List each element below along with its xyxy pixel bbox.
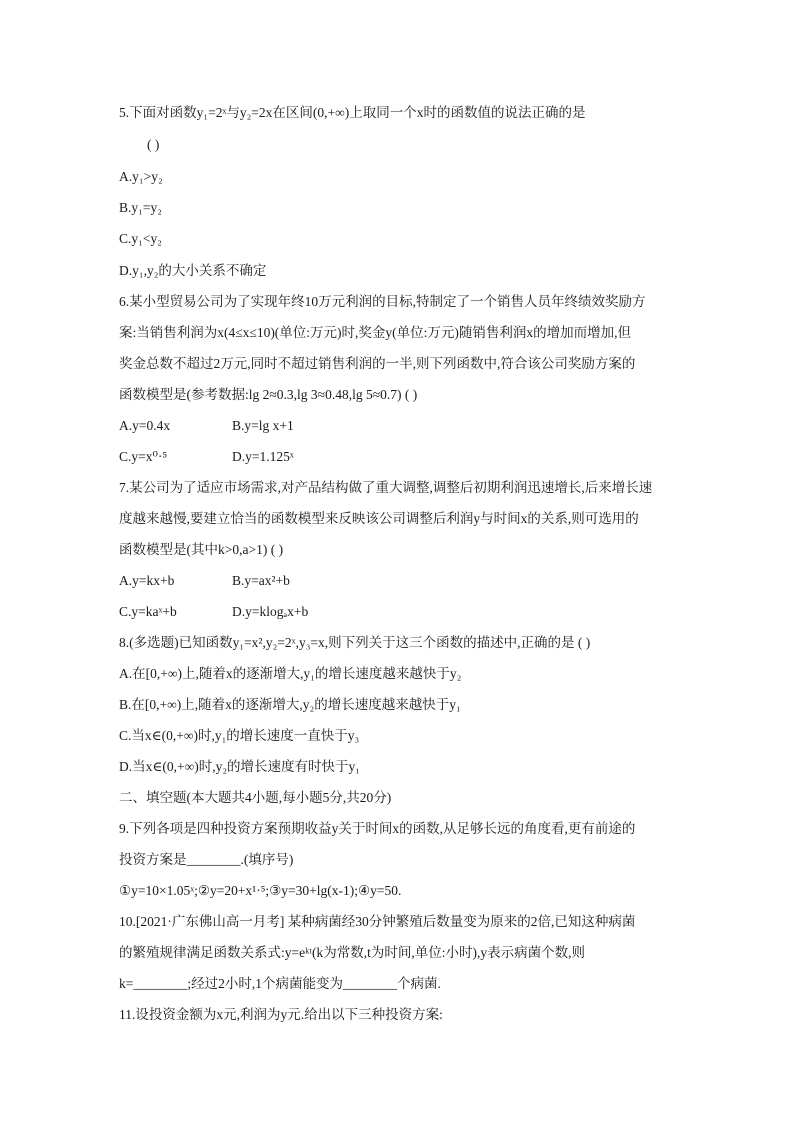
text-line-l04: B.y₁=y₂ — [119, 200, 162, 215]
text-line-l24: 9.下列各项是四种投资方案预期收益y关于时间x的函数,从足够长远的角度看,更有前途的 — [119, 821, 636, 836]
text-line-l14: 度越来越慢,要建立恰当的函数模型来反映该公司调整后利润y与时间x的关系,则可选用的 — [119, 511, 639, 526]
text-line-l20: B.在[0,+∞)上,随着x的逐渐增大,y₂的增长速度越来越快于y₁ — [119, 697, 461, 712]
text-line-l01: 5.下面对函数y₁=2ˣ与y₂=2x在区间(0,+∞)上取同一个x时的函数值的说法正确的是 — [119, 105, 586, 120]
text-line-l21: C.当x∈(0,+∞)时,y₁的增长速度一直快于y₃ — [119, 728, 360, 743]
text-line-l18: 8.(多选题)已知函数y₁=x²,y₂=2ˣ,y₃=x,则下列关于这三个函数的描述中,正确的是 ( ) — [119, 635, 591, 650]
text-line-l28: 的繁殖规律满足函数关系式:y=eᵏᵗ(k为常数,t为时间,单位:小时),y表示病菌个数,则 — [119, 945, 585, 960]
option-col2-l16: B.y=ax²+b — [232, 573, 290, 588]
text-line-l17: C.y=kaˣ+b — [119, 604, 177, 619]
text-line-l06: D.y₁,y₂的大小关系不确定 — [119, 263, 267, 278]
text-line-l27: 10.[2021·广东佛山高一月考] 某种病菌经30分钟繁殖后数量变为原来的2倍,已知这种病菌 — [119, 914, 636, 929]
text-line-l02: ( ) — [147, 137, 160, 152]
text-line-l08: 案:当销售利润为x(4≤x≤10)(单位:万元)时,奖金y(单位:万元)随销售利润x的增加而增加,但 — [119, 325, 632, 340]
text-line-l29: k=________;经过2小时,1个病菌能变为________个病菌. — [119, 976, 441, 991]
text-line-l15: 函数模型是(其中k>0,a>1) ( ) — [119, 542, 284, 557]
text-line-l03: A.y₁>y₂ — [119, 169, 163, 184]
text-line-l30: 11.设投资金额为x元,利润为y元.给出以下三种投资方案: — [119, 1007, 443, 1022]
text-line-l07: 6.某小型贸易公司为了实现年终10万元利润的目标,特制定了一个销售人员年终绩效奖励方 — [119, 294, 646, 309]
text-line-l19: A.在[0,+∞)上,随着x的逐渐增大,y₁的增长速度越来越快于y₂ — [119, 666, 462, 681]
text-line-l22: D.当x∈(0,+∞)时,y₂的增长速度有时快于y₁ — [119, 759, 361, 774]
text-line-l25: 投资方案是________.(填序号) — [119, 852, 294, 867]
text-line-l12: C.y=x⁰·⁵ — [119, 449, 168, 464]
text-line-l10: 函数模型是(参考数据:lg 2≈0.3,lg 3≈0.48,lg 5≈0.7) ( ) — [119, 387, 418, 402]
option-col2-l17: D.y=klogₐx+b — [232, 604, 309, 619]
text-line-l11: A.y=0.4x — [119, 418, 171, 433]
text-line-l05: C.y₁<y₂ — [119, 231, 162, 246]
text-line-l16: A.y=kx+b — [119, 573, 175, 588]
text-line-l23: 二、填空题(本大题共4小题,每小题5分,共20分) — [119, 790, 392, 805]
text-line-l09: 奖金总数不超过2万元,同时不超过销售利润的一半,则下列函数中,符合该公司奖励方案的 — [119, 356, 636, 371]
option-col2-l11: B.y=lg x+1 — [232, 418, 294, 433]
option-col2-l12: D.y=1.125ˣ — [232, 449, 294, 464]
text-line-l26: ①y=10×1.05ˣ;②y=20+x¹·⁵;③y=30+lg(x-1);④y=50. — [119, 883, 402, 898]
text-line-l13: 7.某公司为了适应市场需求,对产品结构做了重大调整,调整后初期利润迅速增长,后来增长速 — [119, 480, 653, 495]
